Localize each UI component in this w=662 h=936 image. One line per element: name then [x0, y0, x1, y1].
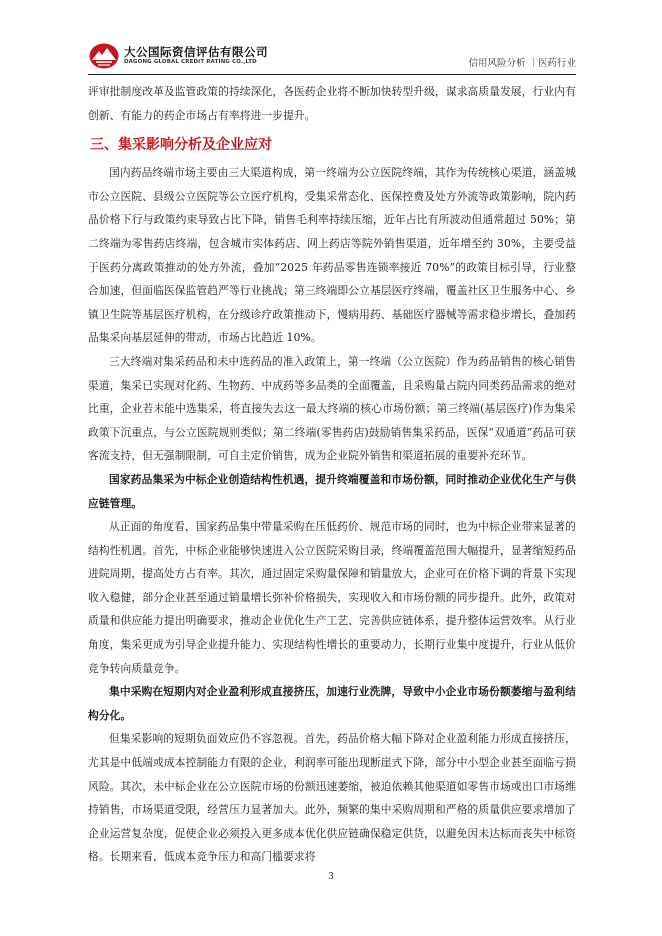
company-name-en: DAGONG GLOBAL CREDIT RATING CO.,LTD	[124, 59, 257, 65]
intro-paragraph: 评审批制度改革及监管政策的持续深化，各医药企业将不断加快转型升级，谋求高质量发展，行业内有创新、有能力的药企市场占有率将进一步提升。	[88, 85, 576, 122]
bold-heading-opportunity: 国家药品集采为中标企业创造结构性机遇，提升终端覆盖和市场份额，同时推动企业优化生产与供应链管理。	[88, 472, 576, 510]
report-type-label: 信用风险分析 ｜医药行业	[468, 58, 576, 69]
section-title: 三、集采影响分析及企业应对	[90, 137, 272, 154]
header-divider	[88, 74, 576, 75]
dagong-logo-icon	[88, 42, 120, 70]
paragraph-access-policy: 三大终端对集采药品和未中选药品的准入政策上，第一终端（公立医院）作为药品销售的核心销售渠道，集采已实现对化药、生物药、中成药等多品类的全面覆盖，且采购量占院内同类药品需求的绝对比重，企业若未能中选集采，将直接失去这一最大终端的核心市场份额；第三终端(基层医疗)作为集采政策下沉重点，与公立医院规则类似；第二终端(零售药店)鼓励销售集采药品，医保“双通道”药品可获客流支持，但无强制限制，可自主定价销售，成为企业院外销售和渠道拓展的重要补充环节。	[88, 354, 576, 463]
document-body	[88, 80, 576, 869]
page-header	[88, 42, 576, 72]
paragraph-positive-impact: 从正面的角度看，国家药品集中带量采购在压低药价、规范市场的同时，也为中标企业带来显著的结构性机遇。首先，中标企业能够快速进入公立医院采购目录，终端覆盖范围大幅提升，显著缩短药品进院周期，提高处方占有率。其次，通过固定采购量保障和销量放大，企业可在价格下调的背景下实现收入稳健，部分企业甚至通过销量增长弥补价格损失，实现收入和市场份额的同步提升。此外，政策对质量和供应能力提出明确要求，推动企业优化生产工艺、完善供应链体系，提升整体运营效率。从行业角度，集采更成为引导企业提升能力、实现结构性增长的重要动力，长期行业集中度提升，行业从低价竞争转向质量竞争。	[88, 520, 576, 675]
bold-heading-pressure: 集中采购在短期内对企业盈利形成直接挤压，加速行业洗牌，导致中小企业市场份额萎缩与盈利结构分化。	[88, 685, 576, 722]
paragraph-terminal-market: 国内药品终端市场主要由三大渠道构成，第一终端为公立医院终端，其作为传统核心渠道，涵盖城市公立医院、县级公立医院等公立医疗机构，受集采常态化、医保控费及处方外流等政策影响，院内药品价格下行与政策约束导致占比下降，销售毛利率持续压缩，近年占比有所波动但通常超过 50%；第二终端为零售药店终端，包含城市实体药店、网上药店等院外销售渠道，近年增至约 30%，主要受益于医药分离政策推动的处方外流，叠加“2025 年药品零售连锁率接近 70%”的政策目标引导，行业整合加速，但面临医保监管趋严等行业挑战；第三终端即公立基层医疗终端，覆盖社区卫生服务中心、乡镇卫生院等基层医疗机构，在分级诊疗政策推动下，慢病用药、基础医疗器械等需求稳步增长，叠加药品集采向基层延伸的带动，市场占比趋近 10%。	[88, 166, 576, 345]
paragraph-negative-impact: 但集采影响的短期负面效应仍不容忽视。首先，药品价格大幅下降对企业盈利能力形成直接挤压，尤其是中低端或成本控制能力有限的企业，利润率可能出现断崖式下降，部分中小型企业甚至面临亏损风险。其次，未中标企业在公立医院市场的份额迅速萎缩，被迫依赖其他渠道如零售市场或出口市场维持销售，市场渠道受限，经营压力显著加大。此外，频繁的集中采购周期和严格的质量供应要求增加了企业运营复杂度，促使企业必须投入更多成本优化供应链确保稳定供货，以避免因未达标而丧失中标资格。长期来看，低成本竞争压力和高门槛要求将	[88, 732, 576, 864]
page-number: 3	[328, 872, 334, 882]
company-name-cn: 大公国际资信评估有限公司	[124, 45, 268, 59]
